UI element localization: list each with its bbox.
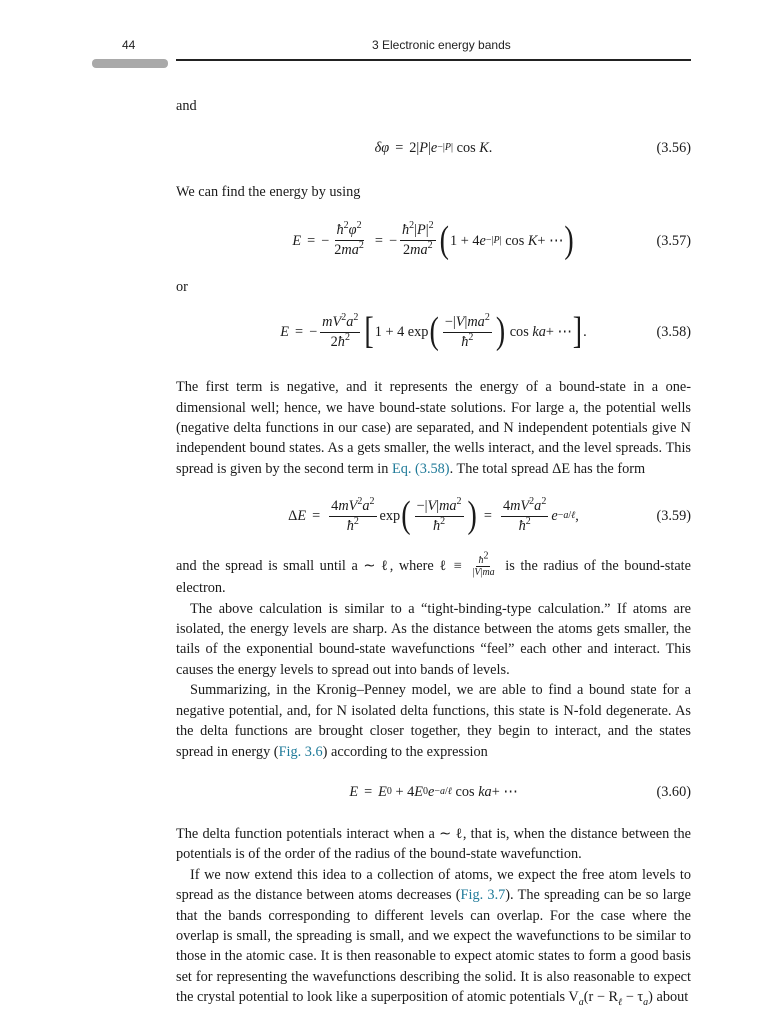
page-body — [176, 96, 691, 1008]
paragraph-text: is the radius of the bound-state electron. — [176, 558, 692, 597]
paragraph-summarizing — [176, 680, 691, 762]
paragraph-text: . The total spread ΔE has the form — [449, 460, 646, 477]
equation-3-57 — [176, 209, 691, 273]
equation-body: E = − $\frac{ħ^2\varphi^2}{2ma^2}$ = − $\frac{ħ^2|P|^2}{2ma^2}$ ( 1 + 4 e −|P| cos K + ⋯ ) — [292, 219, 574, 262]
chapter-title: 3 Electronic energy bands — [372, 38, 511, 52]
fig-3-7-link[interactable]: Fig. 3.7 — [460, 887, 506, 904]
equation-number: (3.57) — [656, 232, 691, 249]
text-find-energy: We can find the energy by using — [176, 184, 361, 201]
equation-body: δφ = 2| P | e −|P| cos K . — [374, 140, 493, 157]
paragraph-tight-binding: The above calculation is similar to a “tight-binding-type calculation.” If atoms are isolated, the energy levels are sharp. As the distance between the atoms gets smaller, the tails of the exponential bound-state wavefunctions “feel” each other and interact. This causes the energy levels to spread out into bands of levels. — [176, 600, 691, 678]
equation-number: (3.58) — [656, 324, 691, 341]
equation-3-59 — [176, 485, 691, 547]
fig-3-6-link[interactable]: Fig. 3.6 — [278, 743, 323, 760]
paragraph-first-term — [176, 377, 691, 479]
ell-fraction: $\frac{ħ^2}{|V|ma}$ — [472, 550, 495, 579]
paragraph-text: Summarizing, in the Kronig–Penney model, we are able to find a bound state for a negative potential, and, for N isolated delta functions, this state is N-fold degenerate. As the delta functions are brought closer together, they begin to interact, and the states spread in energy ( — [176, 682, 691, 760]
running-head — [0, 36, 768, 58]
paragraph-collection-atoms: If we now extend this idea to a collection of atoms, we expect the free atom levels to spread as the distance between atoms decreases (Fig. 3.7). The spreading can be so large that the bands corresponding to different levels can overlap. For the case where the overlap is small, the spreading is small, and we expect the wavefunctions to be similar to those in the atomic case. It is then reasonable to expect atomic states to form a good basis set for representing the wavefunctions describing the solid. It is also reasonable to expect the crystal potential to look like a superposition of atomic potentials $V_a(r - R_\ell - \tau_a)$ about — [176, 866, 691, 1009]
equation-3-58 — [176, 301, 691, 363]
equation-number: (3.59) — [656, 508, 691, 525]
equation-number: (3.56) — [656, 140, 691, 157]
equation-body: Δ E = $\frac{4mV^2a^2}{ħ^2}$ exp ( $\frac{-|V|ma^2}{ħ^2}$ ) = $\frac{4mV^2a^2}{ħ^2}$ e −a/ℓ , — [288, 494, 579, 537]
page-number: 44 — [122, 38, 136, 52]
equation-3-60 — [176, 770, 691, 814]
equation-body: E = E 0 + 4 E 0 e −a/ℓ cos ka + ⋯ — [349, 783, 518, 800]
paragraph-text: (r − R — [583, 989, 619, 1006]
equation-number: (3.60) — [656, 783, 691, 800]
paragraph-text: ) about — [648, 989, 689, 1006]
text-or: or — [176, 278, 188, 295]
paragraph-spread-small — [176, 550, 692, 598]
paragraph-interact-when: The delta function potentials interact when a ∼ ℓ, that is, when the distance between the potentials is of the order of the radius of the bound-state wavefunction. — [176, 825, 691, 863]
header-rule — [176, 59, 691, 61]
paragraph-text: ). The spreading can be so large that the bands corresponding to different levels can overlap. For the case where the overlap is small, the spreading is small, and we expect the wavefunctions to be similar to those in the atomic case. It is then reasonable to expect atomic states to form a good basis set for representing the wavefunctions describing the solid. It is also reasonable to expect the crystal potential to look like a superposition of atomic potentials V — [176, 887, 691, 1006]
equation-body: E = − $\frac{mV^2a^2}{2ħ^2}$ [ 1 + 4 exp ( $\frac{-|V|ma^2}{ħ^2}$ ) cos ka + ⋯ ] . — [280, 310, 587, 353]
side-bar — [92, 59, 168, 68]
paragraph-text: If we now extend this idea to a collection of atoms, we expect the free atom levels to spread as the distance between atoms decreases ( — [176, 866, 691, 904]
equation-3-56 — [176, 128, 691, 168]
paragraph-text: − τ — [622, 989, 644, 1006]
paragraph-text: and the spread is small until a ∼ ℓ, where ℓ ≡ — [176, 558, 462, 575]
text-and: and — [176, 98, 197, 114]
eq-3-58-link[interactable]: Eq. (3.58) — [392, 460, 450, 477]
paragraph-text: ) according to the expression — [322, 743, 488, 760]
paragraph-text: The first term is negative, and it represents the energy of a bound-state in a one-dimensional well; hence, we have bound-state solutions. For large a, the potential wells (negative delta functions in our case) are separated, and N independent potentials give N independent bound states. As a gets smaller, the wells interact, and the level spreads. This spread is given by the second term in — [176, 379, 691, 477]
